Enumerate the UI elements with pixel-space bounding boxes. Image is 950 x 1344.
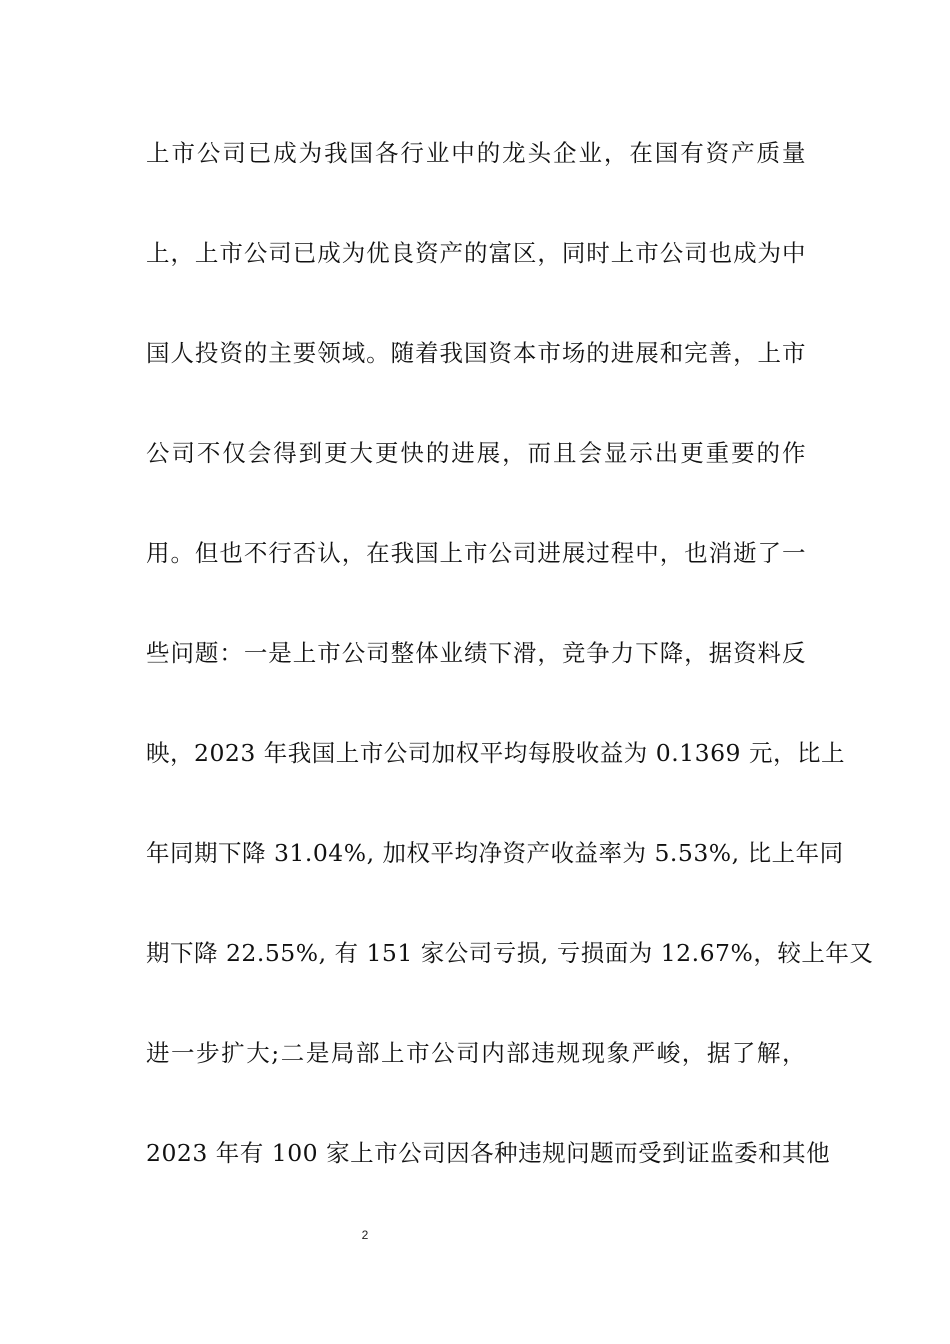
body-text-line: 2023 年有 100 家上市公司因各种违规问题而受到证监委和其他 bbox=[146, 1139, 831, 1167]
body-text-line: 上市公司已成为我国各行业中的龙头企业，在国有资产质量 bbox=[146, 139, 806, 167]
page-number: 2 bbox=[361, 1228, 369, 1242]
body-text-line: 映，2023 年我国上市公司加权平均每股收益为 0.1369 元，比上 bbox=[146, 739, 845, 767]
body-text-line: 期下降 22.55%, 有 151 家公司亏损, 亏损面为 12.67%，较上年又 bbox=[146, 939, 874, 967]
body-text-line: 进一步扩大;二是局部上市公司内部违规现象严峻，据了解， bbox=[146, 1039, 806, 1067]
body-text-line: 用。但也不行否认，在我国上市公司进展过程中，也消逝了一 bbox=[146, 539, 806, 567]
body-text-line: 公司不仅会得到更大更快的进展，而且会显示出更重要的作 bbox=[146, 439, 806, 467]
body-text-line: 些问题：一是上市公司整体业绩下滑，竞争力下降，据资料反 bbox=[146, 639, 806, 667]
body-text-line: 上，上市公司已成为优良资产的富区，同时上市公司也成为中 bbox=[146, 239, 806, 267]
body-text-line: 国人投资的主要领域。随着我国资本市场的进展和完善，上市 bbox=[146, 339, 806, 367]
body-text-line: 年同期下降 31.04%, 加权平均净资产收益率为 5.53%, 比上年同 bbox=[146, 839, 844, 867]
